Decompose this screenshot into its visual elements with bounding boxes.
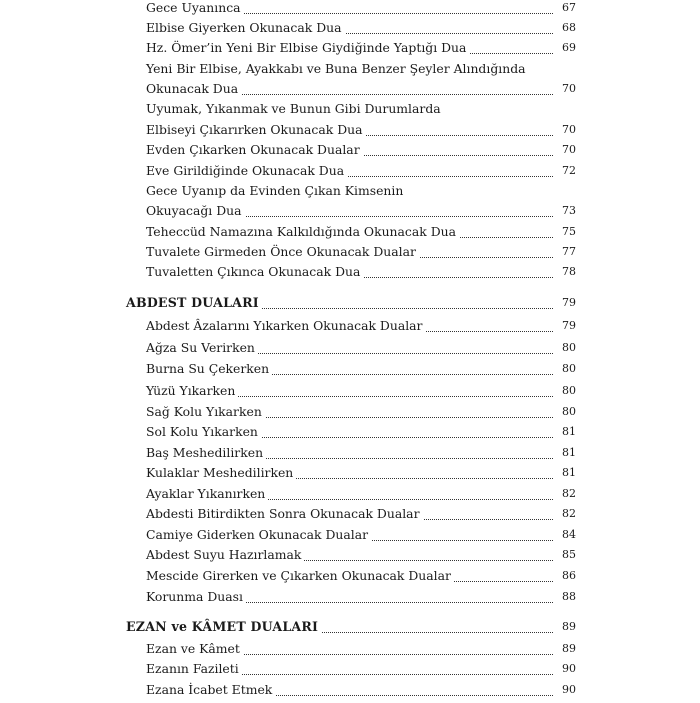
toc-entry: [0, 102, 700, 122]
toc-entry-title: Kulaklar Meshedilirken: [146, 466, 296, 480]
toc-entry-title: Hz. Ömer’in Yeni Bir Elbise Giydiğinde Yaptığı Dua: [146, 41, 469, 55]
toc-entry: [0, 425, 700, 445]
toc-entry-title: Abdest Âzalarını Yıkarken Okunacak Dualar: [146, 319, 425, 333]
toc-page-number: 73: [562, 204, 576, 217]
toc-page-number: 85: [562, 548, 576, 561]
toc-entry: [0, 507, 700, 527]
toc-entry-title: Gece Uyanıp da Evinden Çıkan Kimsenin: [146, 184, 406, 198]
toc-entry-title: Uyumak, Yıkanmak ve Bunun Gibi Durumlarda: [146, 102, 444, 116]
toc-page-number: 67: [562, 1, 576, 14]
toc-entry-title: Tuvaletten Çıkınca Okunacak Dua: [146, 265, 363, 279]
toc-entry: [0, 362, 700, 382]
toc-entry: [0, 662, 700, 682]
toc-page-number: 89: [562, 642, 576, 655]
toc-page-number: 79: [562, 319, 576, 332]
toc-entry-title: EZAN ve KÂMET DUALARI: [126, 620, 321, 634]
toc-page-number: 81: [562, 446, 576, 459]
toc-entry-title: Sağ Kolu Yıkarken: [146, 405, 265, 419]
toc-page-number: 70: [562, 82, 576, 95]
toc-entry-title: Abdest Suyu Hazırlamak: [146, 548, 304, 562]
toc-entry-title: Sol Kolu Yıkarken: [146, 425, 261, 439]
toc-entry-title: Ezanın Fazileti: [146, 662, 242, 676]
toc-entry-title: Ağza Su Verirken: [146, 341, 258, 355]
toc-entry: [0, 184, 700, 204]
toc-entry: [0, 405, 700, 425]
toc-entry: [0, 466, 700, 486]
toc-entry-title: ABDEST DUALARI: [126, 296, 262, 310]
toc-page-number: 84: [562, 528, 576, 541]
toc-entry-title: Ayaklar Yıkanırken: [146, 487, 268, 501]
toc-page-number: 68: [562, 21, 576, 34]
toc-page-number: 69: [562, 41, 576, 54]
toc-page-number: 78: [562, 265, 576, 278]
toc-entry: [0, 265, 700, 285]
toc-page-number: 82: [562, 507, 576, 520]
toc-entry-title: Teheccüd Namazına Kalkıldığında Okunacak Dua: [146, 225, 459, 239]
toc-page-number: 82: [562, 487, 576, 500]
toc-page-number: 90: [562, 662, 576, 675]
toc-page-number: 80: [562, 362, 576, 375]
toc-page-number: 89: [562, 620, 576, 633]
toc-page-number: 72: [562, 164, 576, 177]
toc-entry: [0, 41, 700, 61]
toc-entry-title: Gece Uyanınca: [146, 1, 244, 15]
toc-entry-title: Eve Girildiğinde Okunacak Dua: [146, 164, 347, 178]
toc-entry-title: Yüzü Yıkarken: [146, 384, 238, 398]
toc-entry: [0, 204, 700, 224]
toc-entry: [0, 683, 700, 703]
toc-entry-title: Yeni Bir Elbise, Ayakkabı ve Buna Benzer Şeyler Alındığında: [146, 62, 529, 76]
toc-page-number: 81: [562, 425, 576, 438]
toc-entry-title: Okunacak Dua: [146, 82, 241, 96]
toc-page-number: 70: [562, 123, 576, 136]
toc-entry-title: Evden Çıkarken Okunacak Dualar: [146, 143, 363, 157]
toc-entry: [0, 528, 700, 548]
toc-page-number: 70: [562, 143, 576, 156]
toc-section-heading: [0, 620, 700, 640]
toc-entry: [0, 341, 700, 361]
toc-entry-title: Elbise Giyerken Okunacak Dua: [146, 21, 345, 35]
toc-page-number: 80: [562, 341, 576, 354]
toc-entry: [0, 319, 700, 339]
toc-page-number: 80: [562, 384, 576, 397]
toc-entry: [0, 82, 700, 102]
toc-entry-title: Mescide Girerken ve Çıkarken Okunacak Dualar: [146, 569, 454, 583]
toc-entry-title: Baş Meshedilirken: [146, 446, 266, 460]
toc-entry: [0, 164, 700, 184]
toc-entry: [0, 569, 700, 589]
toc-page-number: 81: [562, 466, 576, 479]
toc-entry: [0, 143, 700, 163]
toc-page-number: 90: [562, 683, 576, 696]
toc-entry-title: Okuyacağı Dua: [146, 204, 245, 218]
toc-entry: [0, 384, 700, 404]
toc-entry-title: Elbiseyi Çıkarırken Okunacak Dua: [146, 123, 366, 137]
toc-entry: [0, 590, 700, 610]
toc-entry: [0, 642, 700, 662]
toc-entry: [0, 245, 700, 265]
toc-entry: [0, 1, 700, 21]
toc-entry: [0, 62, 700, 82]
toc-entry-title: Camiye Giderken Okunacak Dualar: [146, 528, 371, 542]
toc-entry-title: Ezana İcabet Etmek: [146, 683, 275, 697]
toc-page-number: 77: [562, 245, 576, 258]
toc-page-number: 75: [562, 225, 576, 238]
toc-entry: [0, 548, 700, 568]
toc-entry-title: Abdesti Bitirdikten Sonra Okunacak Dualar: [146, 507, 423, 521]
toc-entry: [0, 21, 700, 41]
toc-entry-title: Ezan ve Kâmet: [146, 642, 243, 656]
toc-entry: [0, 487, 700, 507]
toc-entry-title: Korunma Duası: [146, 590, 246, 604]
toc-entry: [0, 446, 700, 466]
toc-page-number: 80: [562, 405, 576, 418]
toc-entry-title: Burna Su Çekerken: [146, 362, 272, 376]
toc-section-heading: [0, 296, 700, 316]
toc-page-number: 79: [562, 296, 576, 309]
toc-page-number: 88: [562, 590, 576, 603]
toc-page-number: 86: [562, 569, 576, 582]
toc-entry: [0, 123, 700, 143]
toc-entry: [0, 225, 700, 245]
toc-entry-title: Tuvalete Girmeden Önce Okunacak Dualar: [146, 245, 419, 259]
